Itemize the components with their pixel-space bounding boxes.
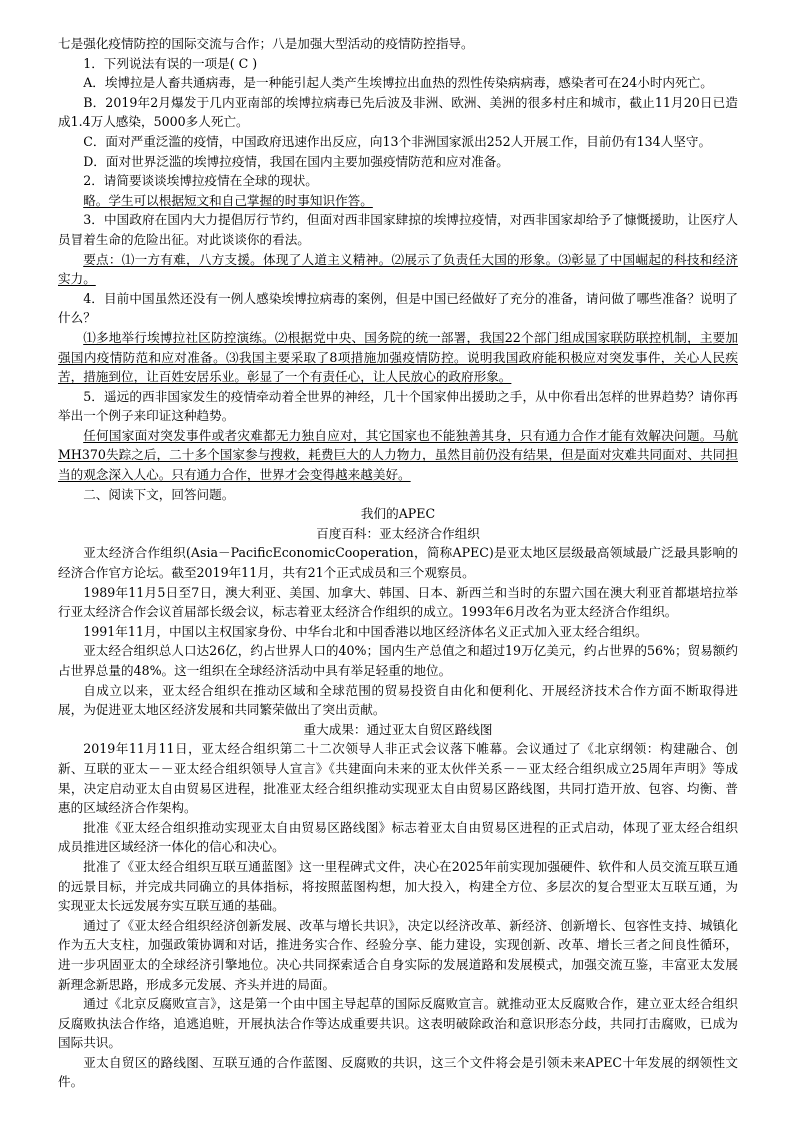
article-paragraph: 批准《亚太经合组织推动实现亚太自由贸易区路线图》标志着亚太自由贸易区进程的正式启动，体现了亚太经合组织成员推进区域经济一体化的信心和决心。 bbox=[58, 819, 738, 855]
article-paragraph: 亚太经济合作组织(Asia－PacificEconomicCooperation，简称APEC)是亚太地区层级最高领域最广泛最具影响的经济合作官方论坛。截至2019年11月，共有21个正式成员和三个观察员。 bbox=[58, 545, 738, 581]
option-b: B．2019年2月爆发于几内亚南部的埃博拉病毒已先后波及非洲、欧洲、美洲的很多村庄和城市，截止11月20日已造成1.4万人感染，5000多人死亡。 bbox=[58, 94, 738, 130]
option-a: A．埃博拉是人畜共通病毒，是一种能引起人类产生埃博拉出血热的烈性传染病病毒，感染者可在24小时内死亡。 bbox=[83, 75, 713, 91]
answer-3: 要点：⑴一方有难，八方支援。体现了人道主义精神。⑵展示了负责任大国的形象。⑶彰显了中国崛起的科技和经济实力。 bbox=[58, 251, 738, 287]
article-paragraph: 通过《北京反腐败宣言》，这是第一个由中国主导起草的国际反腐败宣言。就推动亚太反腐败合作，建立亚太经合组织反腐败执法合作络，追逃追赃，开展执法合作等达成重要共识。这表明破除政治和意识形态分歧，共同打击腐败，已成为国际共识。 bbox=[58, 996, 738, 1051]
article-paragraph: 批准了《亚太经合组织互联互通蓝图》这一里程碑式文件，决心在2025年前实现加强硬件、软件和人员交流互联互通的远景目标，并完成共同确立的具体指标，将按照蓝图构想，加大投入，构建全方位、多层次的复合型亚太互联互通，为实现亚太长远发展夯实互联互通的基础。 bbox=[58, 858, 738, 914]
article-paragraph: 通过了《亚太经合组织经济创新发展、改革与增长共识》，决定以经济改革、新经济、创新增长、包容性支持、城镇化作为五大支柱，加强政策协调和对话，推进务实合作、经验分享、能力建设，实现创新、改革、增长三者之间良性循环，进一步巩固亚太的全球经济引擎地位。决心共同探索适合自身实际的发展道路和发展模式，加强交流互鉴，丰富亚太发展新理念新思路，形成多元发展、齐头并进的局面。 bbox=[58, 917, 738, 992]
article-paragraph: 自成立以来，亚太经合组织在推动区域和全球范围的贸易投资自由化和便利化、开展经济技术合作方面不断取得进展，为促进亚太地区经济发展和共同繁荣做出了突出贡献。 bbox=[58, 682, 738, 718]
answer-5: 任何国家面对突发事件或者灾难都无力独自应对，其它国家也不能独善其身，只有通力合作才能有效解决问题。马航MH370失踪之后，二十多个国家参与搜救，耗费巨大的人力物力，虽然目前仍没有结果，但是面对灾难共同面对、共同担当的观念深入人心。只有通力合作，世界才会变得越来越美好。 bbox=[58, 427, 738, 483]
option-d: D．面对世界泛滥的埃博拉疫情，我国在国内主要加强疫情防范和应对准备。 bbox=[83, 153, 509, 169]
question-1: 1．下列说法有误的一项是( C ) bbox=[83, 55, 258, 71]
question-2: 2．请简要谈谈埃博拉疫情在全球的现状。 bbox=[83, 173, 318, 189]
article-title: 我们的APEC bbox=[360, 506, 436, 522]
section-2-heading: 二、阅读下文，回答问题。 bbox=[83, 486, 235, 502]
intro-text-tail: 七是强化疫情防控的国际交流与合作；八是加强大型活动的疫情防控指导。 bbox=[58, 36, 474, 51]
question-5: 5．遥远的西非国家发生的疫情牵动着全世界的神经，几十个国家伸出援助之手，从中你看出怎样的世界趋势？请你再举出一个例子来印证这种趋势。 bbox=[58, 388, 738, 424]
article-paragraph: 亚太经合组织总人口达26亿，约占世界人口的40%；国内生产总值之和超过19万亿美元，约占世界的56%；贸易额约占世界总量的48%。这一组织在全球经济活动中具有举足轻重的地位。 bbox=[58, 643, 738, 678]
question-3: 3．中国政府在国内大力提倡厉行节约，但面对西非国家肆掠的埃博拉疫情，对西非国家却给予了慷慨援助，让医疗人员冒着生命的危险出征。对此谈谈你的看法。 bbox=[58, 212, 738, 247]
question-4: 4．目前中国虽然还没有一例人感染埃博拉病毒的案例，但是中国已经做好了充分的准备，请问做了哪些准备？说明了什么？ bbox=[58, 290, 738, 326]
section-heading-achievements: 重大成果：通过亚太自贸区路线图 bbox=[303, 721, 493, 737]
article-paragraph: 2019年11月11日，亚太经合组织第二十二次领导人非正式会议落下帷幕。会议通过了《北京纲领：构建融合、创新、互联的亚太－－亚太经合组织领导人宣言》《共建面向未来的亚太伙伴关系－－亚太经合组织成立25周年声明》等成果，决定启动亚太自由贸易区进程，批准亚太经合组织推动实现亚太自由贸易区路线图，共同打造开放、包容、均衡、普惠的区域经济合作架构。 bbox=[58, 741, 738, 816]
article-subtitle: 百度百科：亚太经济合作组织 bbox=[316, 525, 480, 541]
option-c: C．面对严重泛滥的疫情，中国政府迅速作出反应，向13个非洲国家派出252人开展工作，目前仍有134人坚守。 bbox=[83, 133, 712, 149]
answer-2: 略。学生可以根据短文和自己掌握的时事知识作答。 bbox=[83, 192, 373, 208]
article-paragraph: 亚太自贸区的路线图、互联互通的合作蓝图、反腐败的共识，这三个文件将会是引领未来APEC十年发展的纲领性文件。 bbox=[58, 1054, 738, 1090]
article-paragraph: 1989年11月5日至7日，澳大利亚、美国、加拿大、韩国、日本、新西兰和当时的东盟六国在澳大利亚首都堪培拉举行亚太经济合作会议首届部长级会议，标志着亚太经济合作组织的成立。1993年6月改名为亚太经济合作组织。 bbox=[58, 584, 738, 620]
answer-4: ⑴多地举行埃博拉社区防控演练。⑵根据党中央、国务院的统一部署，我国22个部门组成国家联防联控机制，主要加强国内疫情防范和应对准备。⑶我国主要采取了8项措施加强疫情防控。说明我国政府能积极应对突发事件，关心人民疾苦，措施到位，让百姓安居乐业。彰显了一个有责任心，让人民放心的政府形象。 bbox=[58, 329, 738, 385]
article-paragraph: 1991年11月，中国以主权国家身份、中华台北和中国香港以地区经济体名义正式加入亚太经合组织。 bbox=[83, 623, 648, 639]
